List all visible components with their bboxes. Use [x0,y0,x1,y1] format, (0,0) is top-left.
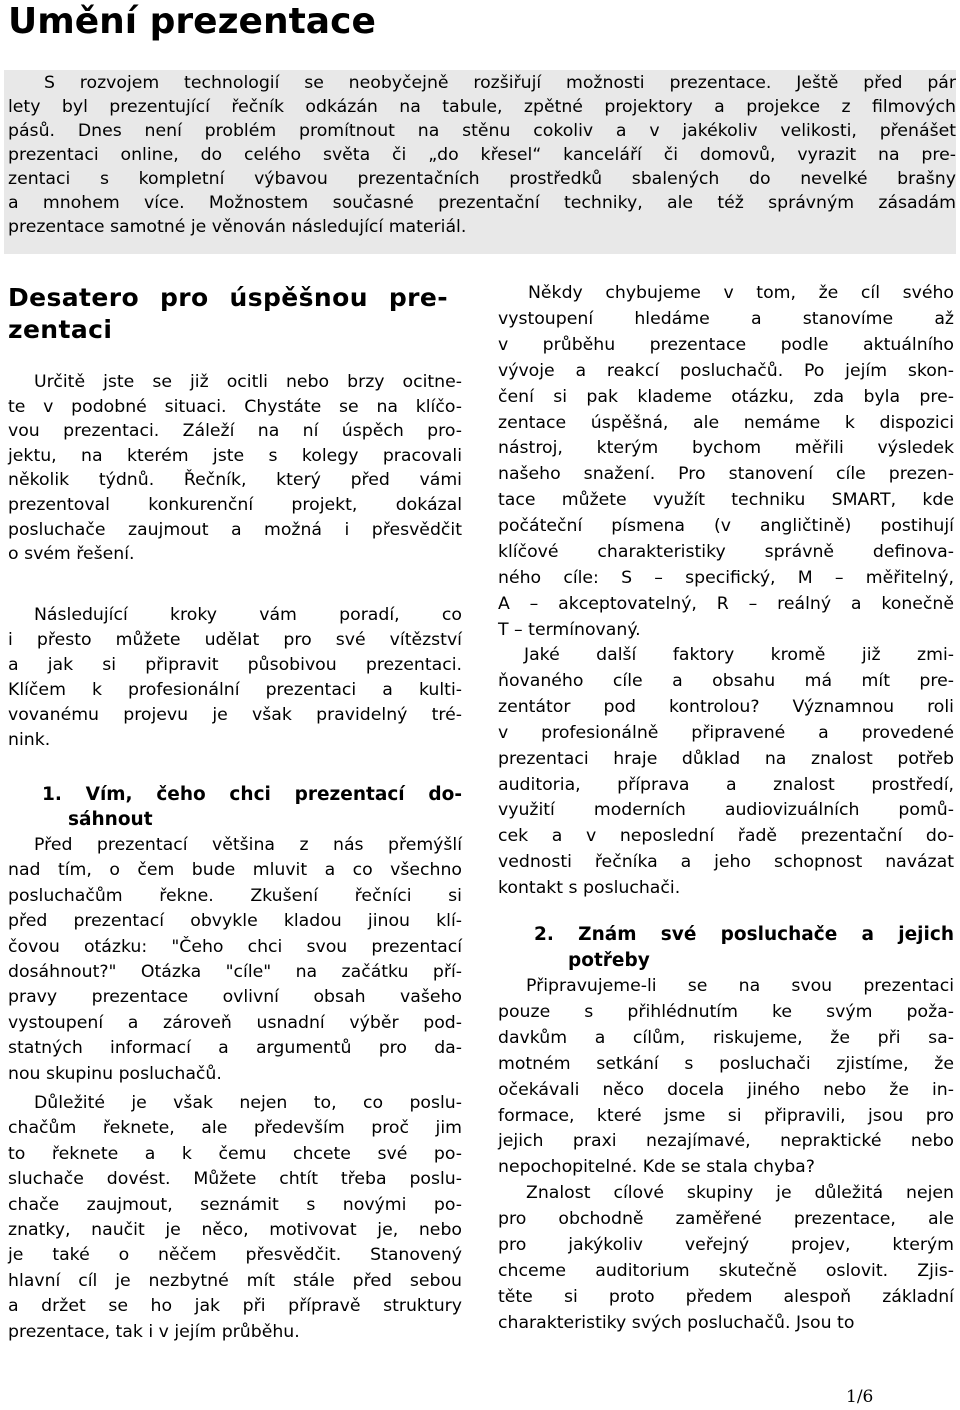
paragraph-line: nad tím, o čem bude mluvit a co všechno [8,860,462,881]
paragraph-line: pravy prezentace ovlivní obsah vašeho [8,987,462,1008]
paragraph-line: našeho snažení. Pro stanovení cíle prezen- [498,464,954,485]
paragraph-line: vystoupení hledáme a stanovíme až [498,308,954,329]
paragraph-line: Před prezentací většina z nás přemýšlí [34,835,462,855]
paragraph-line: v průběhu prezentace podle aktuálního [498,334,954,355]
numbered-heading-line: 2. Znám své posluchače a jejich [534,924,954,945]
paragraph-line: prezentace, tak i v jejím průběhu. [8,1321,300,1342]
intro-line: zentaci s kompletní výbavou prezentačních prostředků sbalených do nevelké brašny [8,169,956,189]
paragraph-line: před prezentací obvykle kladou jinou klí- [8,911,462,932]
paragraph-line: vývoje a reakcí posluchačů. Po jejím skon- [498,360,954,381]
paragraph-line: Následující kroky vám poradí, co [34,605,462,625]
paragraph-line: počáteční písmena (v angličtině) postihují [498,516,954,537]
paragraph-line: pro obchodně zaměřené prezentace, ale [498,1208,954,1229]
paragraph-line: několik týdnů. Řečník, který před vámi [8,470,462,491]
paragraph-line: využití moderních audiovizuálních pomů- [498,800,954,821]
paragraph-line: vovanému projevu je však pravidelný tré- [8,705,462,725]
paragraph-line: chačům řeknete, ale především proč jim [8,1118,462,1139]
paragraph-line: prezentoval konkurenční projekt, dokázal [8,495,462,515]
intro-line: lety byl prezentující řečník odkázán na tabule, zpětné projektory a projekce z filmových [8,97,956,117]
intro-line: prezentace samotné je věnován následující materiál. [8,217,467,237]
paragraph-line: i přesto můžete udělat pro své vítězství [8,630,462,650]
paragraph-line: te v podobné situaci. Chystáte se na klíčo- [8,396,462,417]
paragraph-line: formace, které jsme si připravili, jsou pro [498,1105,954,1126]
paragraph-line: a držet se ho jak při přípravě struktury [8,1296,462,1317]
intro-line: a mnohem více. Možnostem současné prezentační techniky, ale též správným zásadám [8,193,956,213]
paragraph-line: očekávali něco docela jiného nebo že in- [498,1079,954,1100]
paragraph-line: vystoupení a zároveň usnadní výběr pod- [8,1012,462,1033]
section-heading-line: zentaci [8,315,113,344]
paragraph-line: je také o něčem přesvědčit. Stanovený [8,1245,462,1266]
document-title: Umění prezentace [8,1,376,42]
paragraph-line: zentace úspěšná, ale nemáme k dispozici [498,412,954,433]
paragraph-line: jejich praxi nezajímavé, nepraktické nebo [498,1131,954,1152]
paragraph-line: klíčové charakteristiky správně definova- [498,542,954,562]
paragraph-line: čovou otázku: "Čeho chci svou prezentací [8,936,462,957]
paragraph-line: Znalost cílové skupiny je důležitá nejen [526,1183,954,1203]
paragraph-line: a jak si připravit působivou prezentaci. [8,655,462,675]
paragraph-line: čení si pak klademe otázku, zda byla pre- [498,386,954,407]
numbered-heading-line: sáhnout [68,808,153,830]
paragraph-line: ňovaného cíle a obsahu má mít pre- [498,670,954,691]
paragraph-line: dosáhnout?" Otázka "cíle" na začátku pří- [8,962,462,982]
paragraph-line: Určitě jste se již ocitli nebo brzy ocitne- [34,372,462,392]
paragraph-line: hlavní cíl je nezbytné mít stále před sebou [8,1270,462,1291]
paragraph-line: pro jakýkoliv veřejný projev, kterým [498,1234,954,1255]
paragraph-line: cek a v neposlední řadě prezentační do- [498,826,954,847]
numbered-heading-line: 1. Vím, čeho chci prezentací do- [42,784,462,805]
paragraph-line: nink. [8,730,51,750]
paragraph-line: prezentaci hraje důklad na znalost potřeb [498,748,954,769]
paragraph-line: znatky, naučit je něco, motivovat je, nebo [8,1220,462,1240]
paragraph-line: chače zaujmout, seznámit s novými po- [8,1194,462,1215]
paragraph-line: vou prezentaci. Záleží na ní úspěch pro- [8,421,462,442]
section-heading-line: Desatero pro úspěšnou pre- [8,283,448,312]
paragraph-line: auditoria, příprava a znalost prostředí, [498,774,954,795]
paragraph-line: zentátor pod kontrolou? Významnou roli [498,696,954,717]
paragraph-line: to řeknete a k čemu chcete své po- [8,1143,462,1164]
paragraph-line: T – termínovaný. [498,619,641,640]
intro-line: prezentaci online, do celého světa či „do křesel“ kanceláří či domovů, vyrazit na pre- [8,145,956,165]
numbered-heading-line: potřeby [568,950,650,971]
paragraph-line: pouze s přihlédnutím ke svým poža- [498,1001,954,1022]
paragraph-line: charakteristiky svých posluchačů. Jsou to [498,1312,855,1333]
intro-line: pásů. Dnes není problém promítnout na stěnu cokoliv a v jakékoliv velikosti, přenášet [8,121,956,141]
intro-line: S rozvojem technologií se neobyčejně rozšiřují možnosti prezentace. Ještě před pár [44,73,956,93]
paragraph-line: Někdy chybujeme v tom, že cíl svého [528,283,954,303]
paragraph-line: nástroj, kterým bychom měřili výsledek [498,438,954,459]
paragraph-line: nou skupinu posluchačů. [8,1063,222,1084]
paragraph-line: posluchače zaujmout a možná i přesvědčit [8,519,462,540]
paragraph-line: Klíčem k profesionální prezentaci a kulti- [8,680,462,700]
paragraph-line: ného cíle: S – specifický, M – měřitelný, [498,567,954,588]
paragraph-line: o svém řešení. [8,544,135,565]
paragraph-line: těte si proto předem alespoň základní [498,1286,954,1307]
paragraph-line: tace můžete využít techniku SMART, kde [498,490,954,511]
paragraph-line: statných informací a argumentů pro da- [8,1038,462,1059]
paragraph-line: jektu, na kterém jste s kolegy pracovali [8,445,462,466]
paragraph-line: vednosti řečníka a jeho schopnost navázat [498,852,954,873]
paragraph-line: davkům a cílům, riskujeme, že při sa- [498,1027,954,1048]
paragraph-line: v profesionálně připravené a provedené [498,722,954,743]
page-number: 1/6 [846,1387,874,1407]
paragraph-line: posluchačům řekne. Zkušení řečníci si [8,885,462,906]
paragraph-line: motném setkání s posluchači zjistíme, že [498,1053,954,1074]
paragraph-line: kontakt s posluchači. [498,878,681,899]
paragraph-line: nepochopitelné. Kde se stala chyba? [498,1157,815,1178]
paragraph-line: chceme auditorium skutečně oslovit. Zjis- [498,1260,954,1281]
paragraph-line: Připravujeme-li se na svou prezentaci [526,976,954,996]
paragraph-line: A – akceptovatelný, R – reálný a konečně [498,593,954,614]
paragraph-line: sluchače dovést. Můžete chtít třeba poslu- [8,1169,462,1190]
paragraph-line: Důležité je však nejen to, co poslu- [34,1093,462,1113]
paragraph-line: Jaké další faktory kromě již zmi- [524,645,954,665]
